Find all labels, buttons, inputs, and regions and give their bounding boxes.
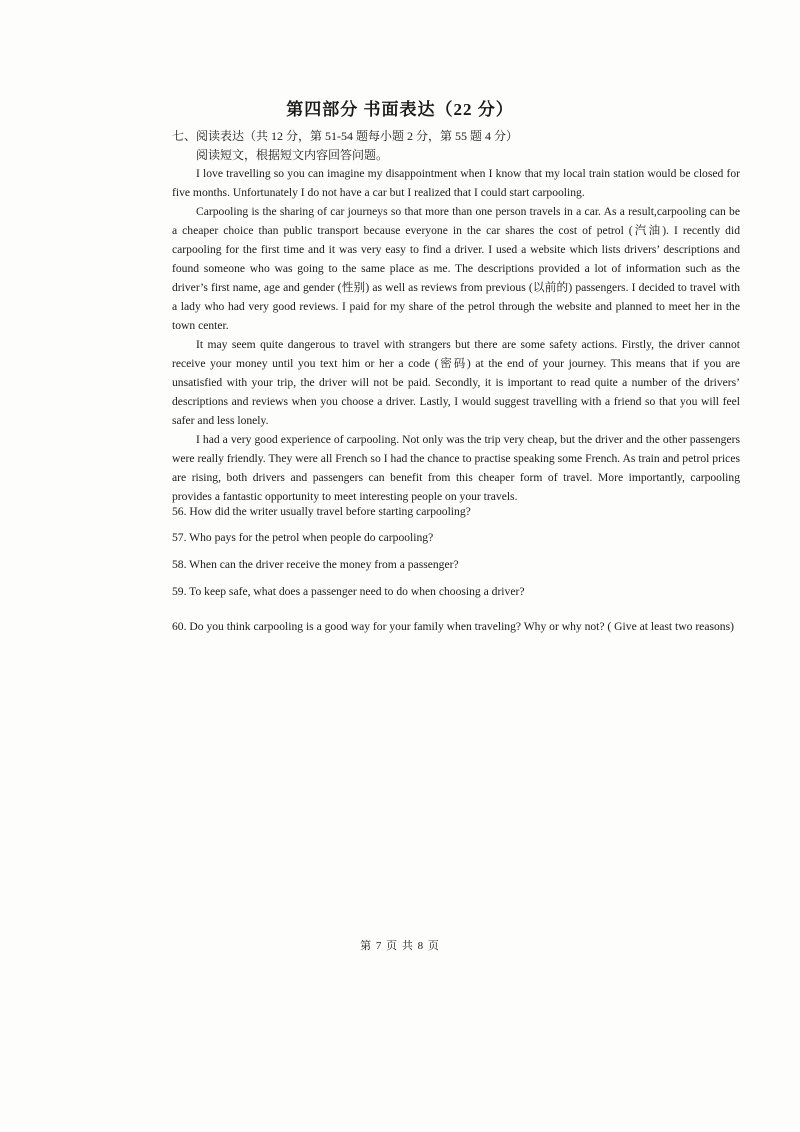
instructions-heading: 七、阅读表达（共 12 分，第 51-54 题每小题 2 分，第 55 题 4 分） xyxy=(172,129,518,143)
passage-paragraph-1: I love travelling so you can imagine my disappointment when I know that my local train station would be closed for five months. Unfortunately I do not have a car but I realized that I could start carpooling. xyxy=(172,167,740,199)
passage-paragraph-3: It may seem quite dangerous to travel with strangers but there are some safety actions. Firstly, the driver cannot receive your money until you text him or her a code (密码) at the end of your journey. This means that if you are unsatisfied with your trip, the driver will not be paid. Secondly, it is important to read quite a number of the drivers’ descriptions and reviews when you choose a driver. Lastly, I would suggest travelling with a friend so that you will feel safer and less lonely. xyxy=(172,338,740,427)
passage-paragraph-2: Carpooling is the sharing of car journeys so that more than one person travels in a car. As a result,carpooling can be a cheaper choice than public transport because everyone in the car shares the cost of petrol (汽油). I recently did carpooling for the first time and it was very easy to find a driver. I used a website which lists drivers’ descriptions and found someone who was going to the same place as me. The descriptions provided a lot of information such as the driver’s first name, age and gender (性别) as well as reviews from previous (以前的) passengers. I decided to travel with a lady who had very good reviews. I paid for my share of the petrol through the website and planned to meet her in the town center. xyxy=(172,205,740,332)
question-58: 58. When can the driver receive the money from a passenger? xyxy=(172,558,459,571)
question-59: 59. To keep safe, what does a passenger need to do when choosing a driver? xyxy=(172,585,525,598)
instructions-subheading: 阅读短文，根据短文内容回答问题。 xyxy=(196,148,389,162)
reading-passage xyxy=(172,164,740,506)
section-title: 第四部分 书面表达（22 分） xyxy=(286,100,514,119)
page-number-footer: 第 7 页 共 8 页 xyxy=(360,940,440,952)
passage-paragraph-4: I had a very good experience of carpooling. Not only was the trip very cheap, but the driver and the other passengers were really friendly. They were all French so I had the chance to practise speaking some French. As train and petrol prices are rising, both drivers and passengers can benefit from this cheaper form of travel. More importantly, carpooling provides a fantastic opportunity to meet interesting people on your travels. xyxy=(172,433,740,503)
question-57: 57. Who pays for the petrol when people do carpooling? xyxy=(172,531,434,544)
question-60: 60. Do you think carpooling is a good way for your family when traveling? Why or why not? ( Give at least two reasons) xyxy=(172,620,734,633)
question-56: 56. How did the writer usually travel before starting carpooling? xyxy=(172,505,471,518)
